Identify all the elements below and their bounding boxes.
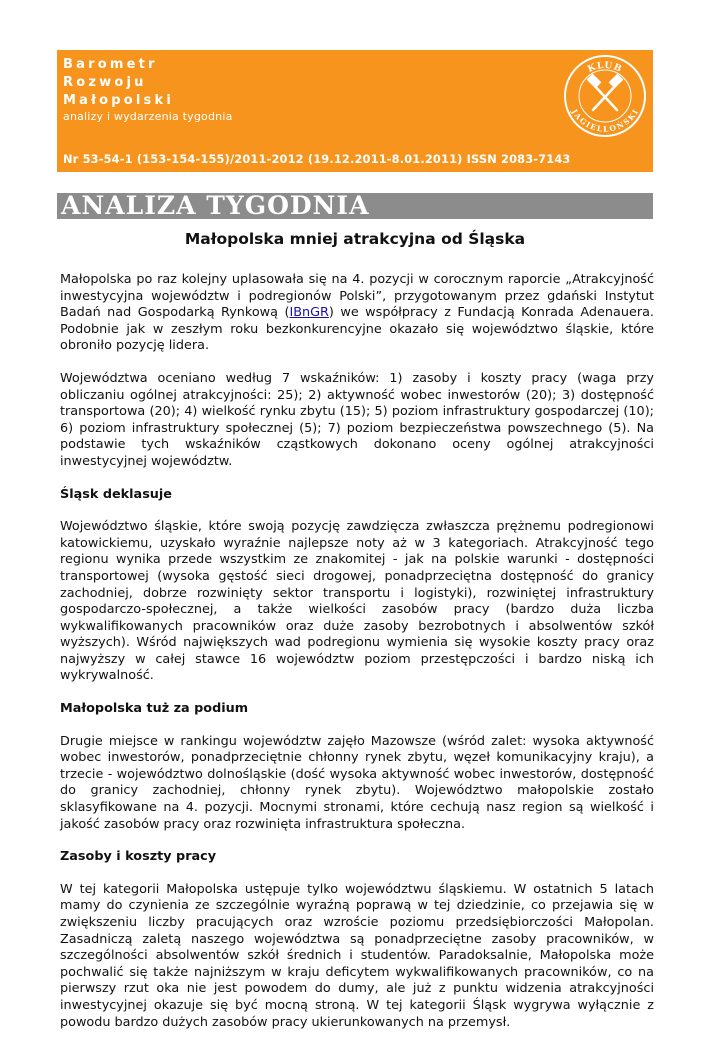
header-banner (57, 50, 653, 172)
article-body (60, 272, 654, 1047)
heading-zasoby: Zasoby i koszty pracy (60, 849, 217, 865)
section-title: ANALIZA TYGODNIA (61, 191, 370, 220)
intro-text-end: ) we współpracy z Fundacją Konrada Adenauera. Podobnie jak w zeszłym roku bezkonkurencyjne okazało się województwo śląskie, które obroniło pozycję lidera. (60, 305, 654, 354)
paragraph-intro (60, 272, 654, 355)
paragraph-indicators: Województwa oceniano według 7 wskaźników: 1) zasoby i koszty pracy (waga przy obliczaniu ogólnej atrakcyjności: 25); 2) aktywność wobec inwestorów (20); 3) dostępność transportowa (20); 4) wielkość rynku zbytu (15); 5) poziom infrastruktury gospodarczej (10); 6) poziom infrastruktury społecznej (5); 7) poziom bezpieczeństwa powszechnego (5). Na podstawie tych wskaźników cząstkowych dokonano oceny ogólnej atrakcyjności inwestycyjnej województw. (60, 370, 654, 469)
brand-block (63, 56, 233, 124)
section-title-bar (57, 193, 653, 219)
article-title: Małopolska mniej atrakcyjna od Śląska (184, 230, 526, 248)
klub-jagiellonski-logo (563, 54, 647, 138)
brand-line-3: Małopolski (63, 93, 174, 108)
brand-line-2: Rozwoju (63, 75, 147, 90)
ibngr-link[interactable]: IBnGR (289, 305, 329, 321)
crossed-hammers-icon (588, 75, 621, 110)
paragraph-podium: Drugie miejsce w rankingu województw zajęło Mazowsze (wśród zalet: wysoka aktywność wobec inwestorów, ponadprzeciętnie chłonny rynek zbytu, węzeł komunikacyjny kraju), a trzecie - województwo dolnośląskie (dość wysoka aktywność wobec inwestorów, dostępność do granicy zachodniej, chłonny rynek zbytu). Województwo małopolskie zostało sklasyfikowane na 4. pozycji. Mocnymi stronami, które cechują nasz region są wielkość i jakość zasobów pracy oraz rozwinięta infrastruktura społeczna. (60, 733, 654, 832)
paragraph-slask: Województwo śląskie, które swoją pozycję zawdzięcza zwłaszcza prężnemu podregionowi katowickiemu, uzyskało wyraźnie najlepsze noty aż w 3 kategoriach. Atrakcyjność tego regionu wynika przede wszystkim ze znakomitej - jak na polskie warunki - dostępności transportowej (wysoka gęstość sieci drogowej, ponadprzeciętna dostępność do granicy zachodniej, dobrze rozwinięty sektor transportu i logistyki), rozwiniętej infrastruktury gospodarczo-społecznej, a także wielkości zasobów pracy (bardzo duża liczba wykwalifikowanych pracowników oraz duże zasoby bezrobotnych i absolwentów szkół wyższych). Wśród największych wad podregionu wymienia się wysokie koszty pracy oraz najwyższy w całej stawce 16 województw poziom przestępczości i bardzo niską ich wykrywalność. (60, 519, 654, 684)
issue-number: Nr 53-54-1 (153-154-155)/2011-2012 (19.12.2011-8.01.2011) ISSN 2083-7143 (63, 152, 571, 166)
heading-podium: Małopolska tuż za podium (60, 701, 249, 717)
logo-text-bottom: JAGIELLOŃSKI (569, 107, 641, 134)
intro-text-start: Małopolska po raz kolejny uplasowała się na 4. pozycji w corocznym raporcie „Atrakcyjność inwestycyjna województw i podregionów Polski”, przygotowanym przez gdański Instytut Badań nad Gospodarką Rynkową ( (60, 272, 654, 321)
tagline: analizy i wydarzenia tygodnia (63, 110, 233, 123)
brand-line-1: Barometr (63, 57, 158, 72)
paragraph-zasoby: W tej kategorii Małopolska ustępuje tylko województwu śląskiemu. W ostatnich 5 latach mamy do czynienia ze szczególnie wyraźną poprawą w tej dziedzinie, co przejawia się w zwiększeniu liczby pracujących oraz wzroście poziomu przedsiębiorczości Małopolan. Zasadniczą zaletą naszego województwa są ponadprzeciętne zasoby pracowników, w szczególności absolwentów szkół średnich i studentów. Paradoksalnie, Małopolska może pochwalić się także najniższym w kraju deficytem wykwalifikowanych pracowników, co na pierwszy rzut oka nie jest powodem do dumy, ale już z punktu widzenia atrakcyjności inwestycyjnej okazuje się być mocną stroną. W tej kategorii Śląsk wygrywa wyłącznie z powodu bardzo dużych zasobów pracy ukierunkowanych na przemysł. (60, 881, 654, 1030)
logo-text-top: KLUB (586, 60, 624, 75)
heading-slask: Śląsk deklasuje (60, 486, 172, 502)
